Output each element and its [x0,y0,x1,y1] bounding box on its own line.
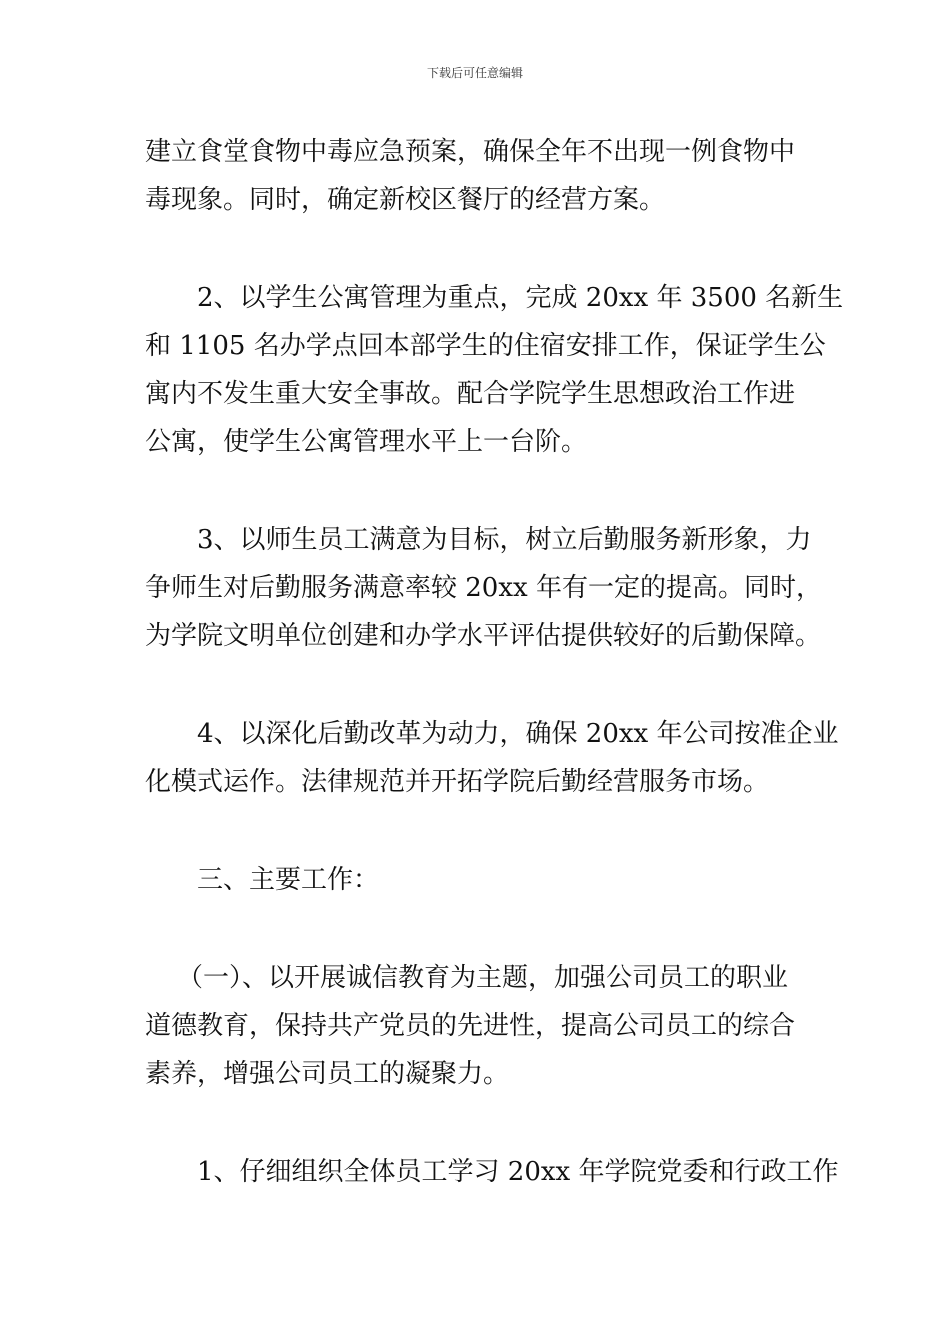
text-line: 和 1105 名办学点回本部学生的住宿安排工作，保证学生公 [145,331,826,361]
text-line: 1、仔细组织全体员工学习 20xx 年学院党委和行政工作 [197,1157,839,1187]
text-line: （一）、以开展诚信教育为主题，加强公司员工的职业 [177,963,789,993]
page-header: 下载后可任意编辑 [426,66,523,80]
text-line: 为学院文明单位创建和办学水平评估提供较好的后勤保障。 [145,621,822,651]
text-line: 4、以深化后勤改革为动力，确保 20xx 年公司按准企业 [197,719,839,749]
paragraph-item-2 [145,274,844,466]
section-heading-main-work [145,856,810,904]
paragraph-item-4 [145,710,839,806]
paragraph-subitem-1 [145,1148,839,1196]
text-line: 化模式运作。法律规范并开拓学院后勤经营服务市场。 [145,767,770,797]
text-line: 素养，增强公司员工的凝聚力。 [145,1059,510,1089]
text-line: 2、以学生公寓管理为重点，完成 20xx 年 3500 名新生 [197,283,844,313]
document-body [145,128,844,1246]
text-line: 道德教育，保持共产党员的先进性，提高公司员工的综合 [145,1011,796,1041]
text-line: 毒现象。同时，确定新校区餐厅的经营方案。 [145,185,666,215]
text-line: 3、以师生员工满意为目标，树立后勤服务新形象，力 [197,525,812,555]
text-line: 寓内不发生重大安全事故。配合学院学生思想政治工作进 [145,379,796,409]
text-line: 争师生对后勤服务满意率较 20xx 年有一定的提高。同时， [145,573,822,603]
paragraph-section-1 [145,954,810,1098]
text-line: 建立食堂食物中毒应急预案，确保全年不出现一例食物中 [145,137,796,167]
text-line: 三、主要工作： [197,865,380,895]
paragraph-canteen-safety [145,128,810,224]
paragraph-item-3 [145,516,822,660]
text-line: 公寓，使学生公寓管理水平上一台阶。 [145,427,588,457]
